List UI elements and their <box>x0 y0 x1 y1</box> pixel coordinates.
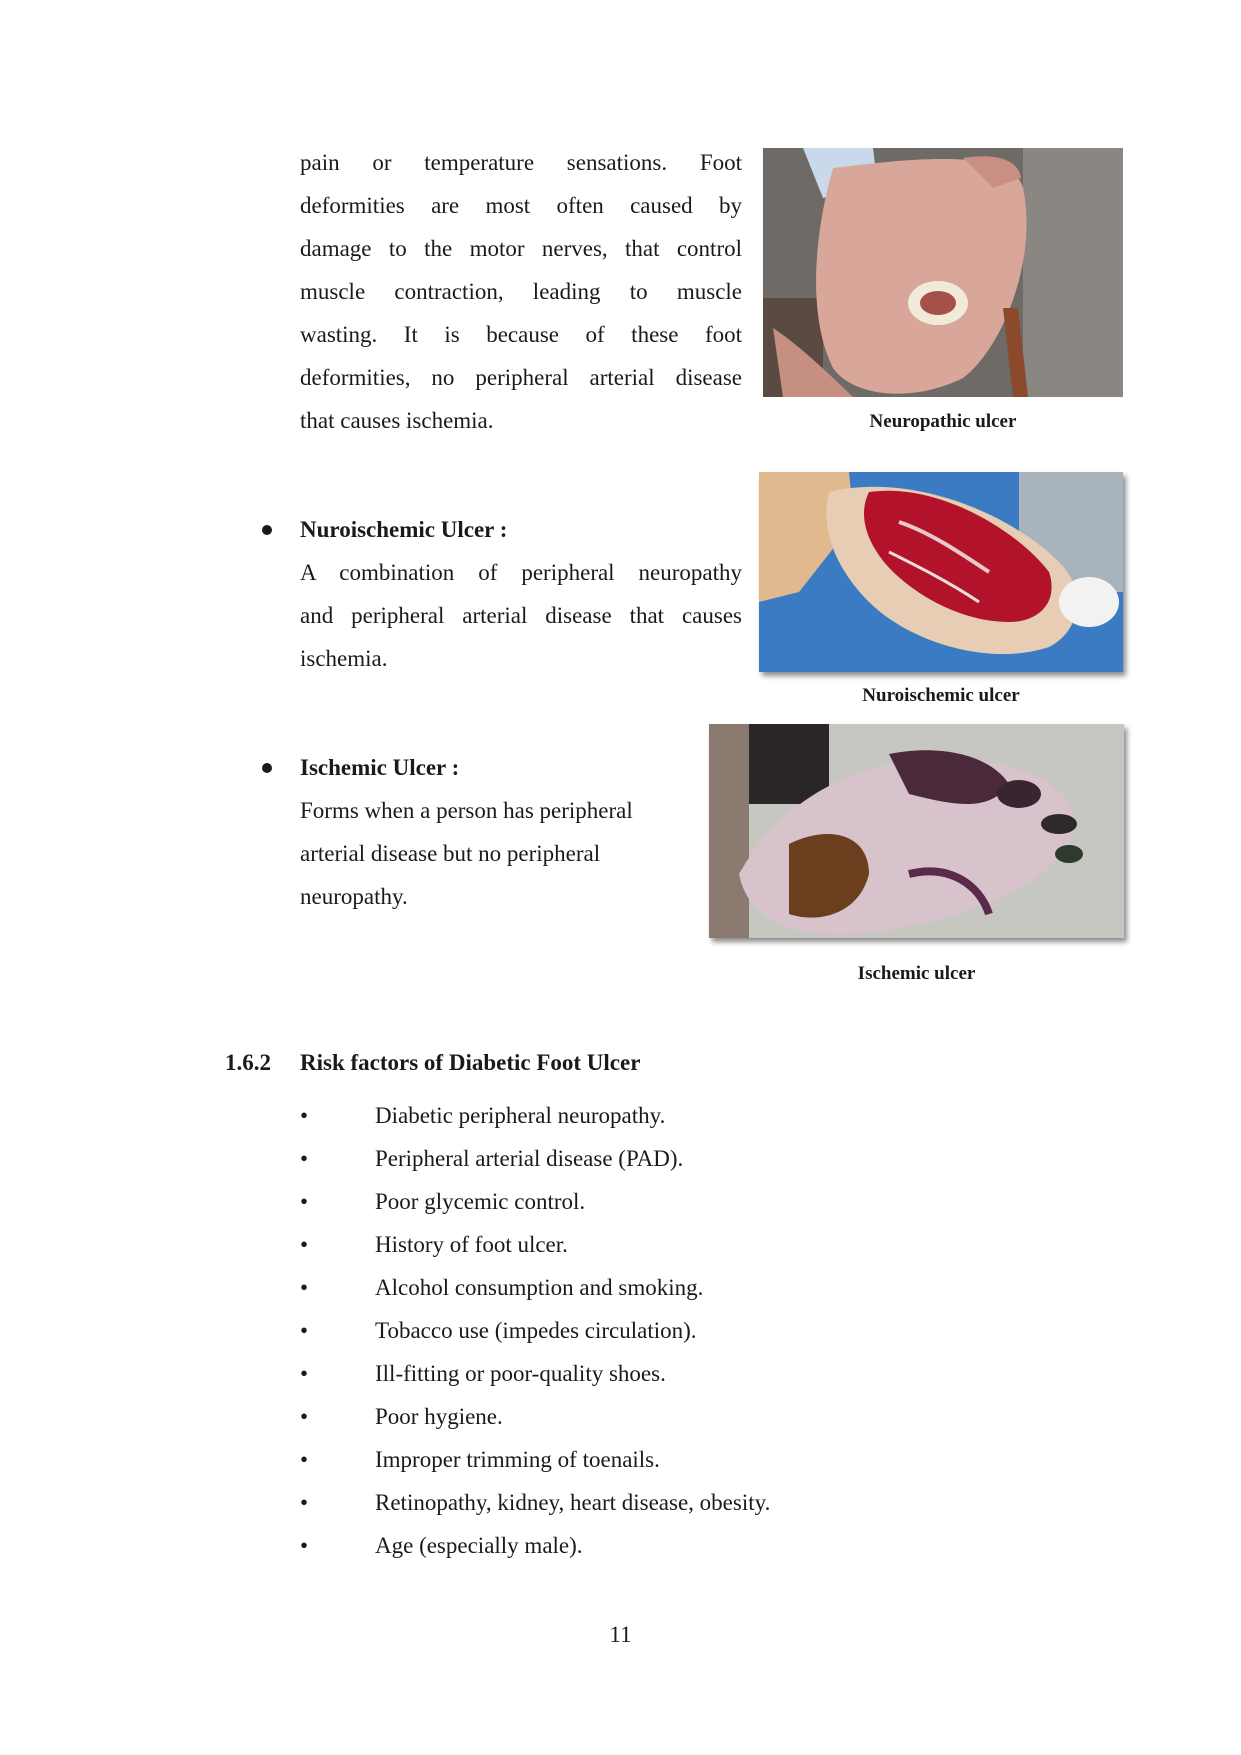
bullet-icon: • <box>300 1533 309 1558</box>
figure-caption: Neuropathic ulcer <box>869 411 1017 432</box>
intro-line: deformities are most often caused by <box>300 193 742 218</box>
bullet-icon: • <box>300 1318 309 1343</box>
section-number: 1.6.2 <box>225 1050 271 1075</box>
intro-line: damage to the motor nerves, that control <box>300 236 742 261</box>
bullet-icon <box>262 525 272 535</box>
ulcer-heading: Ischemic Ulcer : <box>300 755 460 780</box>
intro-line: pain or temperature sensations. Foot <box>300 150 742 175</box>
list-item-text: History of foot ulcer. <box>375 1232 568 1257</box>
list-item <box>300 1445 900 1475</box>
list-item-text: Retinopathy, kidney, heart disease, obesity. <box>375 1490 771 1515</box>
ulcer-description-line: arterial disease but no peripheral <box>300 841 601 866</box>
list-item-text: Ill-fitting or poor-quality shoes. <box>375 1361 666 1386</box>
bullet-icon: • <box>300 1361 309 1386</box>
intro-line: that causes ischemia. <box>300 408 494 433</box>
bullet-icon: • <box>300 1146 309 1171</box>
list-item-text: Alcohol consumption and smoking. <box>375 1275 704 1300</box>
list-item-text: Poor hygiene. <box>375 1404 503 1429</box>
ulcer-description-line: ischemia. <box>300 646 388 671</box>
bullet-icon: • <box>300 1275 309 1300</box>
bullet-icon: • <box>300 1103 309 1128</box>
list-item <box>300 1273 900 1303</box>
figure-caption: Nuroischemic ulcer <box>862 685 1020 706</box>
list-item-text: Age (especially male). <box>375 1533 583 1558</box>
list-item <box>300 1230 900 1260</box>
ulcer-description-line: A combination of peripheral neuropathy <box>300 560 742 585</box>
intro-line: deformities, no peripheral arterial disease <box>300 365 742 390</box>
bullet-icon: • <box>300 1447 309 1472</box>
list-item <box>300 1144 900 1174</box>
page-number: 11 <box>609 1622 632 1647</box>
list-item-text: Peripheral arterial disease (PAD). <box>375 1146 684 1171</box>
figure-caption: Ischemic ulcer <box>857 963 976 984</box>
list-item-text: Improper trimming of toenails. <box>375 1447 660 1472</box>
list-item <box>300 1488 900 1518</box>
ulcer-heading: Nuroischemic Ulcer : <box>300 517 508 542</box>
intro-line: wasting. It is because of these foot <box>300 322 742 347</box>
ulcer-description-line: neuropathy. <box>300 884 408 909</box>
ischemic-ulcer-photo <box>709 724 1124 938</box>
list-item <box>300 1101 900 1131</box>
list-item-text: Diabetic peripheral neuropathy. <box>375 1103 666 1128</box>
neuropathic-ulcer-photo <box>763 148 1123 397</box>
list-item-text: Tobacco use (impedes circulation). <box>375 1318 697 1343</box>
list-item <box>300 1531 900 1561</box>
bullet-icon: • <box>300 1404 309 1429</box>
list-item-text: Poor glycemic control. <box>375 1189 586 1214</box>
bullet-icon: • <box>300 1232 309 1257</box>
list-item <box>300 1316 900 1346</box>
list-item <box>300 1359 900 1389</box>
list-item <box>300 1187 900 1217</box>
nuroischemic-ulcer-photo <box>759 472 1123 672</box>
intro-line: muscle contraction, leading to muscle <box>300 279 742 304</box>
bullet-icon: • <box>300 1490 309 1515</box>
ulcer-description-line: and peripheral arterial disease that causes <box>300 603 742 628</box>
bullet-icon: • <box>300 1189 309 1214</box>
list-item <box>300 1402 900 1432</box>
ulcer-description-line: Forms when a person has peripheral <box>300 798 633 823</box>
bullet-icon <box>262 763 272 773</box>
section-title: Risk factors of Diabetic Foot Ulcer <box>300 1050 641 1075</box>
